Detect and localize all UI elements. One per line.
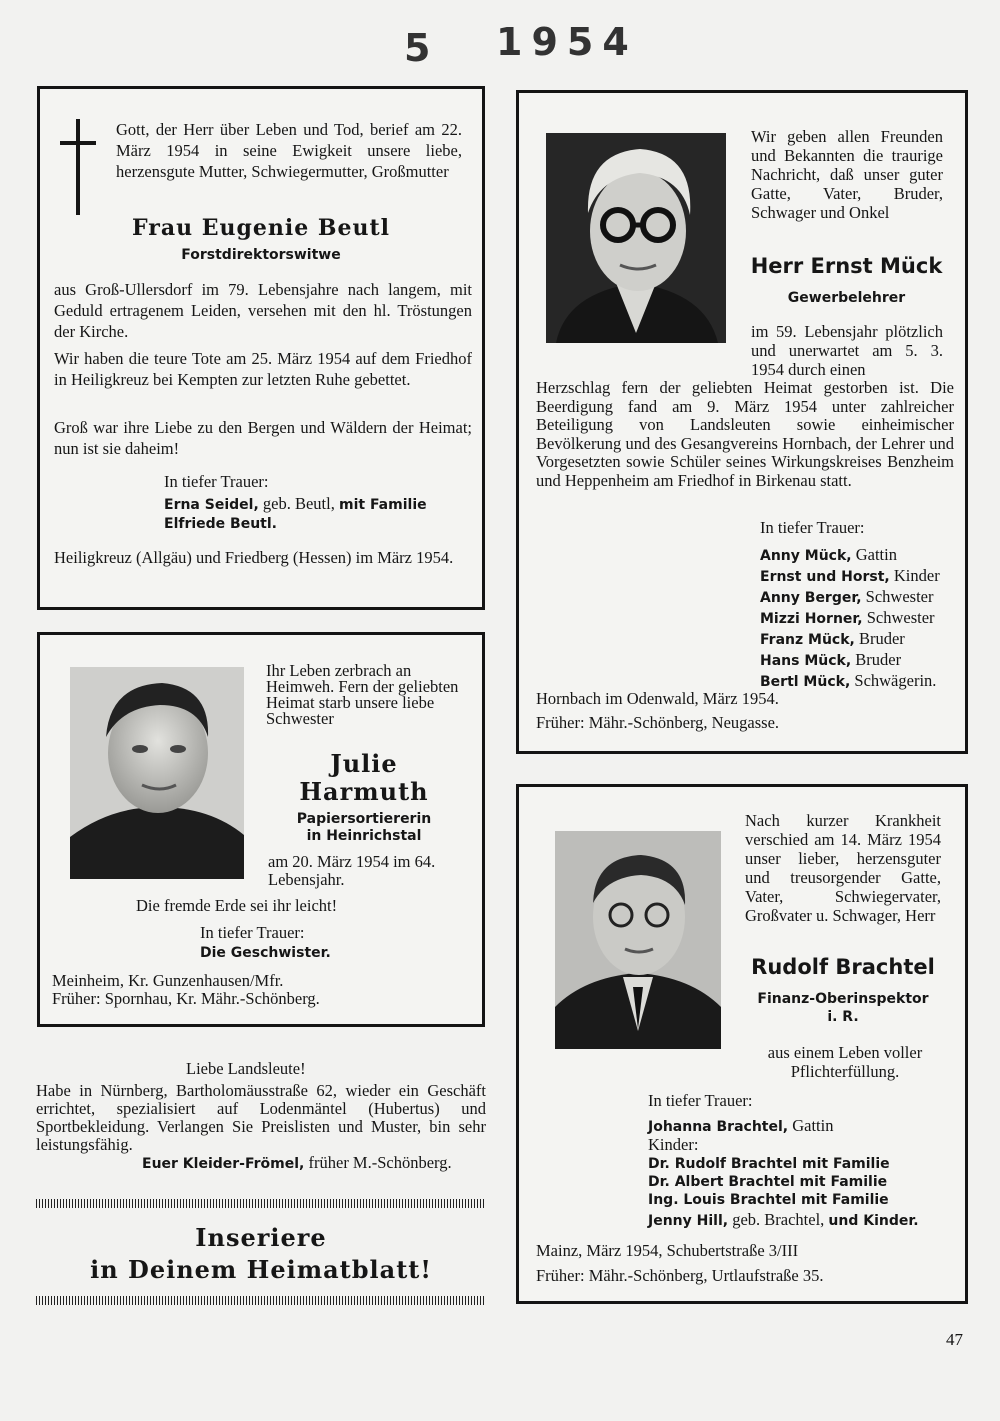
brachtel-kid-4 [648,1210,919,1231]
brachtel-kid-2: Dr. Albert Brachtel mit Familie [648,1174,888,1190]
portrait-rudolf-brachtel [555,831,721,1049]
page-number: 47 [946,1330,963,1349]
beutl-text-2: Wir haben die teure Tote am 25. März 1954 auf dem Friedhof in Heiligkreuz bei Kempten zur letzten Ruhe gebettet. [54,349,472,389]
notice-brachtel [516,784,968,1304]
brachtel-title-1: Finanz-Oberinspektor [757,991,929,1007]
mueck-mourner-name: Ernst und Horst, [760,569,890,585]
mueck-mourner-relation: Kinder [889,566,940,585]
mueck-mourner-name: Franz Mück, [760,632,855,648]
brachtel-kid-3: Ing. Louis Brachtel mit Familie [648,1192,889,1208]
mueck-mourner-relation: Bruder [854,629,905,648]
beutl-intro: Gott, der Herr über Leben und Tod, berief am 22. März 1954 in seine Ewigkeit unsere liebe, herzensgute Mutter, Schwiegermutter, Großmutter [116,120,462,181]
portrait-julie-harmuth [70,667,244,879]
notice-beutl [37,86,485,610]
mueck-name: Herr Ernst Mück [750,254,943,278]
cross-icon-bar [60,141,96,145]
mueck-mourner-name: Mizzi Horner, [760,611,863,627]
mueck-mourner [760,566,960,587]
portrait-rudolf-brachtel-image [555,831,721,1049]
issue-year: 1954 [496,20,638,64]
promo-line-1: Inseriere [195,1223,327,1252]
harmuth-place-2: Früher: Spornhau, Kr. Mähr.-Schönberg. [52,989,320,1008]
harmuth-place-1: Meinheim, Kr. Gunzenhausen/Mfr. [52,971,284,990]
beutl-mourner-1-mid: geb. Beutl, [258,494,339,513]
mueck-mourner-relation: Bruder [851,650,902,669]
portrait-ernst-mueck [546,133,726,343]
mueck-mourner [760,671,960,692]
froemel-greeting: Liebe Landsleute! [186,1059,306,1078]
cross-icon [76,119,80,215]
beutl-place: Heiligkreuz (Allgäu) und Friedberg (Hessen) im März 1954. [54,548,454,567]
harmuth-title-1: Papiersortiererin [296,811,432,827]
mueck-mourner-name: Bertl Mück, [760,674,851,690]
harmuth-intro: Ihr Leben zerbrach an Heimweh. Fern der geliebten Heimat starb unsere liebe Schwester [266,661,459,728]
mueck-mourner-name: Anny Berger, [760,590,862,606]
mueck-place-2: Früher: Mähr.-Schönberg, Neugasse. [536,713,780,732]
beutl-mourner-1-name: Erna Seidel, [164,497,259,513]
notice-harmuth [37,632,485,1027]
mueck-mourner [760,545,960,566]
promo-line-2: in Deinem Heimatblatt! [90,1255,432,1284]
harmuth-mourners: Die Geschwister. [200,945,331,961]
brachtel-place-2: Früher: Mähr.-Schönberg, Urtlaufstraße 35. [536,1266,824,1285]
mueck-title: Gewerbelehrer [787,290,906,306]
mueck-mourner-relation: Gattin [851,545,897,564]
brachtel-place-1: Mainz, März 1954, Schubertstraße 3/III [536,1241,799,1260]
brachtel-kid-4-end: und Kinder. [828,1213,919,1229]
brachtel-text-1: aus einem Leben voller Pflichterfüllung. [767,1043,923,1081]
brachtel-title-2: i. R. [827,1009,859,1025]
mueck-mourner-relation: Schwester [862,608,935,627]
mueck-mourner-relation: Schwägerin. [850,671,937,690]
brachtel-intro: Nach kurzer Krankheit verschied am 14. März 1954 unser lieber, herzensguter und treusorgender Gatte, Vater, Schwiegervater, Großvater u. Schwager, Herr [745,811,941,925]
harmuth-mourning-label: In tiefer Trauer: [200,923,305,942]
mueck-mourner [760,650,960,671]
mueck-place-1: Hornbach im Odenwald, März 1954. [536,689,779,708]
beutl-title: Forstdirektorswitwe [181,247,341,263]
issue-number: 5 [404,26,431,70]
promo-rule-bottom [36,1296,486,1305]
mueck-mourner [760,608,960,629]
mueck-intro: Wir geben allen Freunden und Bekannten die traurige Nachricht, daß unser guter Gatte, Vater, Bruder, Schwager und Onkel [751,127,943,222]
beutl-mourning-label: In tiefer Trauer: [164,472,269,491]
froemel-text: Habe in Nürnberg, Bartholomäusstraße 62, wieder ein Geschäft errichtet, spezialisiert auf Lodenmäntel (Hubertus) und Sportbekleidung. Verlangen Sie Preislisten und Muster, bin sehr leistungsfähig. [36,1081,486,1154]
harmuth-date: am 20. März 1954 im 64. Lebensjahr. [268,852,436,889]
brachtel-mourner-1-name: Johanna Brachtel, [648,1119,789,1135]
brachtel-kids-label: Kinder: [648,1135,699,1154]
mueck-mourners [760,545,960,692]
harmuth-quote: Die fremde Erde sei ihr leicht! [136,896,338,915]
beutl-mourner-2: Elfriede Beutl. [164,516,277,532]
brachtel-mourning-label: In tiefer Trauer: [648,1091,753,1110]
mueck-mourner-name: Hans Mück, [760,653,852,669]
harmuth-name-first: Julie [330,749,398,778]
harmuth-name-last: Harmuth [299,777,429,806]
mueck-text-2: Herzschlag fern der geliebten Heimat gestorben ist. Die Beerdigung fand am 9. März 1954 unter zahlreicher Beteiligung von Landsleuten sowie einheimischer Bevölkerung und des Gesangvereins Hornbach, der Lehrer und Vorgesetzten sowie Schüler seines Wirkungskreises Benzheim und Heppenheim am Friedhof in Birkenau statt. [536,378,954,490]
beutl-text-1: aus Groß-Ullersdorf im 79. Lebensjahre nach langem, mit Geduld ertragenem Leiden, versehen mit den hl. Tröstungen der Kirche. [54,280,472,341]
mueck-mourner [760,587,960,608]
brachtel-mourner-1-relation: Gattin [788,1116,834,1135]
brachtel-mourner-1 [648,1116,833,1137]
mueck-mourning-label: In tiefer Trauer: [760,518,865,537]
beutl-name: Frau Eugenie Beutl [132,215,390,241]
froemel-signature [142,1153,452,1174]
mueck-mourner-name: Anny Mück, [760,548,852,564]
harmuth-title-2: in Heinrichstal [306,828,422,844]
beutl-mourner-1-end: mit Familie [338,497,427,513]
mueck-mourner-relation: Schwester [861,587,934,606]
brachtel-kid-4-mid: geb. Brachtel, [728,1210,829,1229]
brachtel-kid-4-name: Jenny Hill, [648,1213,729,1229]
mueck-mourner [760,629,960,650]
notice-mueck [516,90,968,754]
brachtel-name: Rudolf Brachtel [751,955,935,979]
beutl-mourner-1 [164,494,427,515]
portrait-ernst-mueck-image [546,133,726,343]
mueck-text-1: im 59. Lebensjahr plötzlich und unerwartet am 5. 3. 1954 durch einen [751,322,943,379]
promo-rule-top [36,1199,486,1208]
brachtel-kid-1: Dr. Rudolf Brachtel mit Familie [648,1156,890,1172]
froemel-signature-rest: früher M.-Schönberg. [304,1153,452,1172]
froemel-signature-name: Euer Kleider-Frömel, [142,1156,305,1172]
portrait-julie-harmuth-image [70,667,244,879]
beutl-text-3: Groß war ihre Liebe zu den Bergen und Wäldern der Heimat; nun ist sie daheim! [54,418,472,458]
